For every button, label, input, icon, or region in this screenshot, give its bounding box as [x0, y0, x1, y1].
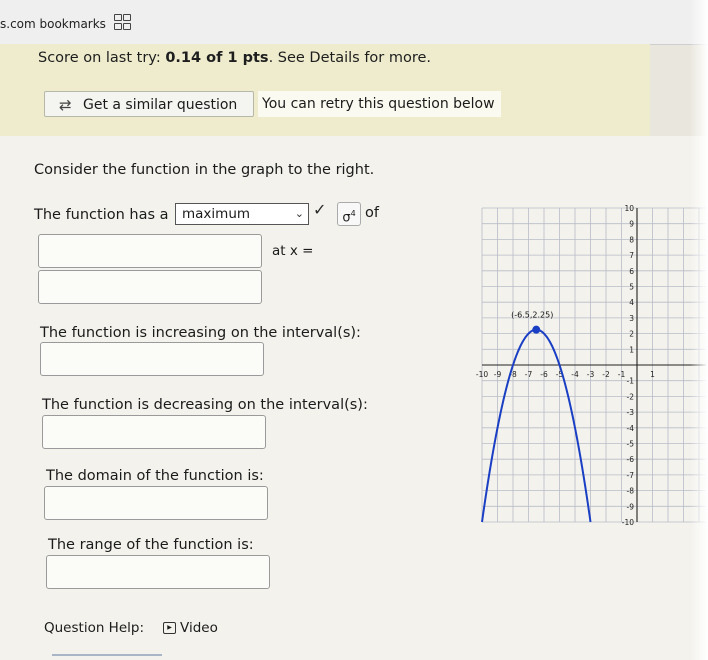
score-text: Score on last try: 0.14 of 1 pts. See Details for more.: [38, 50, 432, 66]
y-tick-label: -2: [626, 392, 634, 402]
apps-grid-icon[interactable]: [114, 14, 130, 30]
x-value-input[interactable]: [38, 270, 262, 304]
y-tick-label: -9: [626, 502, 634, 512]
decreasing-label: The function is decreasing on the interval(s):: [42, 397, 368, 413]
similar-question-label: Get a similar question: [83, 97, 238, 113]
y-tick-label: 8: [629, 235, 634, 245]
y-tick-label: -4: [626, 423, 634, 433]
x-tick-label: -1: [617, 370, 626, 379]
x-tick-label: -3: [586, 370, 595, 379]
x-tick-label: -4: [571, 370, 579, 379]
decreasing-interval-input[interactable]: [42, 415, 266, 449]
chevron-down-icon: ⌄: [294, 207, 304, 220]
y-tick-label: -3: [626, 408, 634, 418]
y-tick-label: 5: [629, 282, 634, 292]
increasing-label: The function is increasing on the interval(s):: [40, 325, 361, 341]
y-tick-label: 7: [629, 251, 634, 261]
edge-shadow: [690, 0, 708, 660]
question-prompt: Consider the function in the graph to the right.: [34, 162, 375, 178]
range-label: The range of the function is:: [48, 537, 254, 553]
x-tick-label: -2: [602, 370, 610, 379]
correct-check-icon: ✓: [313, 200, 327, 219]
function-graph: [468, 194, 706, 556]
x-tick-label: -5: [555, 370, 564, 379]
y-tick-label: -5: [626, 439, 634, 449]
at-x-label: at x =: [272, 243, 314, 259]
swap-icon: ⇄: [59, 96, 72, 114]
y-tick-label: 2: [629, 329, 634, 339]
y-tick-label: 1: [629, 345, 634, 355]
domain-label: The domain of the function is:: [46, 468, 264, 484]
extremum-select[interactable]: [175, 203, 309, 225]
play-video-icon: ▶: [163, 622, 176, 634]
domain-input[interactable]: [44, 486, 268, 520]
y-tick-label: -8: [626, 486, 634, 496]
extremum-value-input[interactable]: [38, 234, 262, 268]
retry-message: You can retry this question below: [258, 91, 501, 117]
x-tick-label: -10: [475, 370, 489, 379]
score-panel: [0, 44, 650, 136]
bookmarks-label[interactable]: s.com bookmarks: [0, 17, 106, 31]
y-tick-label: 9: [629, 219, 634, 229]
similar-question-button[interactable]: [44, 91, 254, 117]
vertex-label: (-6.5,2.25): [511, 310, 554, 320]
function-curve: [482, 330, 591, 522]
y-tick-label: 4: [629, 298, 634, 308]
question-help-label: Question Help:: [44, 620, 144, 636]
extremum-label: The function has a: [34, 207, 169, 223]
math-symbols-button[interactable]: $\sigma^4$: [337, 202, 361, 226]
x-tick-label: -8: [509, 370, 517, 379]
question-panel: [0, 136, 708, 660]
extremum-selected-value: maximum: [182, 206, 251, 222]
divider: [52, 654, 162, 656]
y-tick-label: -10: [621, 518, 634, 527]
video-label: Video: [180, 620, 218, 636]
x-tick-label: -6: [540, 370, 548, 379]
y-tick-label: -6: [626, 455, 634, 465]
y-tick-label: -1: [626, 376, 634, 386]
score-value: 0.14 of 1 pts: [165, 50, 269, 66]
of-label: of: [365, 205, 379, 221]
vertex-point: [532, 326, 540, 334]
x-tick-label: -7: [524, 370, 533, 379]
y-tick-label: 10: [624, 204, 634, 213]
x-tick-label: 1: [650, 370, 655, 379]
video-link[interactable]: [163, 620, 218, 636]
y-tick-label: 6: [629, 266, 634, 276]
y-tick-label: 3: [629, 313, 634, 323]
increasing-interval-input[interactable]: [40, 342, 264, 376]
x-tick-label: -9: [493, 370, 502, 379]
y-tick-label: -7: [626, 470, 634, 480]
graph-svg: [468, 194, 706, 552]
range-input[interactable]: [46, 555, 270, 589]
bookmarks-bar: [0, 0, 708, 45]
